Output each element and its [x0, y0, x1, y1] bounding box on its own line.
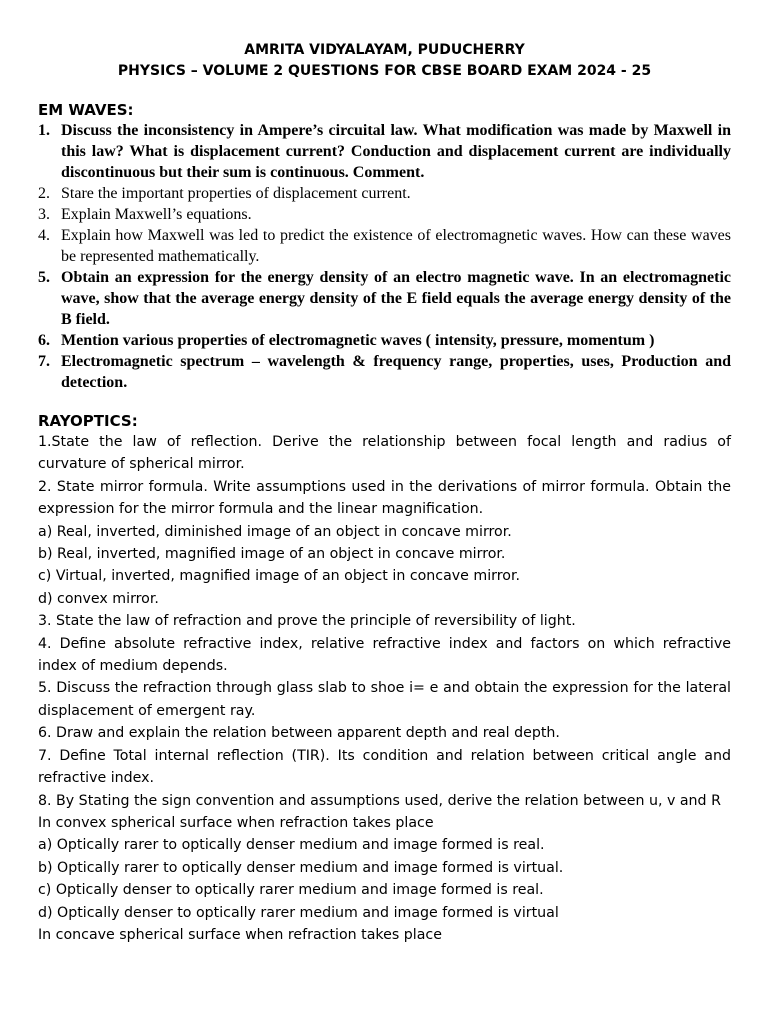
school-title: AMRITA VIDYALAYAM, PUDUCHERRY	[244, 42, 525, 58]
em-question-1	[38, 120, 731, 183]
ray-line: 3. State the law of refraction and prove the principle of reversibility of light.	[38, 613, 576, 630]
ray-line: 8. By Stating the sign convention and assumptions used, derive the relation between u, v and R	[38, 792, 721, 809]
em-question-4	[38, 225, 731, 267]
question-text: Stare the important properties of displacement current.	[61, 185, 411, 202]
question-text: Explain Maxwell’s equations.	[61, 206, 252, 223]
ray-line: 5. Discuss the refraction through glass slab to shoe i= e and obtain the expression for the lateral displacement of emergent ray.	[38, 680, 731, 719]
ray-line: c) Virtual, inverted, magnified image of an object in concave mirror.	[38, 568, 521, 585]
question-text: Mention various properties of electromagnetic waves ( intensity, pressure, momentum )	[61, 332, 655, 349]
em-question-7	[38, 351, 731, 393]
ray-line: In convex spherical surface when refraction takes place	[38, 814, 434, 831]
question-number: 1.	[38, 122, 50, 139]
question-number: 2.	[38, 185, 50, 202]
em-question-5	[38, 267, 731, 330]
ray-line: a) Optically rarer to optically denser medium and image formed is real.	[38, 837, 545, 854]
ray-line: In concave spherical surface when refraction takes place	[38, 926, 442, 943]
ray-line: c) Optically denser to optically rarer medium and image formed is real.	[38, 882, 544, 899]
em-waves-question-list	[38, 120, 731, 393]
document-page	[38, 40, 731, 946]
ray-optics-heading: RAYOPTICS:	[38, 412, 138, 430]
question-text: Electromagnetic spectrum – wavelength & frequency range, properties, uses, Production and detection.	[61, 353, 731, 391]
ray-line: 4. Define absolute refractive index, relative refractive index and factors on which refractive index of medium depends.	[38, 635, 731, 675]
question-text: Obtain an expression for the energy density of an electro magnetic wave. In an electromagnetic wave, show that the average energy density of the E field equals the average energy density of the B field.	[61, 269, 731, 328]
document-subtitle: PHYSICS – VOLUME 2 QUESTIONS FOR CBSE BOARD EXAM 2024 - 25	[117, 63, 652, 79]
ray-line: 2. State mirror formula. Write assumptions used in the derivations of mirror formula. Obtain the expression for the mirror formula and the linear magnification.	[38, 478, 731, 518]
ray-optics-questions	[38, 431, 731, 946]
em-question-2	[38, 183, 731, 204]
question-number: 4.	[38, 227, 50, 244]
question-number: 5.	[38, 269, 50, 286]
ray-line: b) Real, inverted, magnified image of an object in concave mirror.	[38, 546, 506, 563]
ray-line: 6. Draw and explain the relation between apparent depth and real depth.	[38, 725, 560, 742]
ray-line: 1.State the law of reflection. Derive the relationship between focal length and radius of curvature of spherical mirror.	[38, 434, 731, 473]
question-text: Discuss the inconsistency in Ampere’s circuital law. What modification was made by Maxwell in this law? What is displacement current? Conduction and displacement current are individually discontinuous but their sum is continuous. Comment.	[61, 122, 731, 181]
question-text: Explain how Maxwell was led to predict the existence of electromagnetic waves. How can these waves be represented mathematically.	[61, 227, 731, 265]
question-number: 3.	[38, 206, 50, 223]
ray-line: b) Optically rarer to optically denser medium and image formed is virtual.	[38, 859, 564, 876]
em-question-3	[38, 204, 731, 225]
ray-line: 7. Define Total internal reflection (TIR). Its condition and relation between critical angle and refractive index.	[38, 747, 731, 787]
ray-line: d) Optically denser to optically rarer medium and image formed is virtual	[38, 904, 559, 921]
question-number: 7.	[38, 353, 50, 370]
question-number: 6.	[38, 332, 50, 349]
ray-line: d) convex mirror.	[38, 590, 159, 607]
ray-line: a) Real, inverted, diminished image of an object in concave mirror.	[38, 523, 512, 540]
em-question-6	[38, 330, 731, 351]
em-waves-heading: EM WAVES:	[38, 101, 134, 119]
